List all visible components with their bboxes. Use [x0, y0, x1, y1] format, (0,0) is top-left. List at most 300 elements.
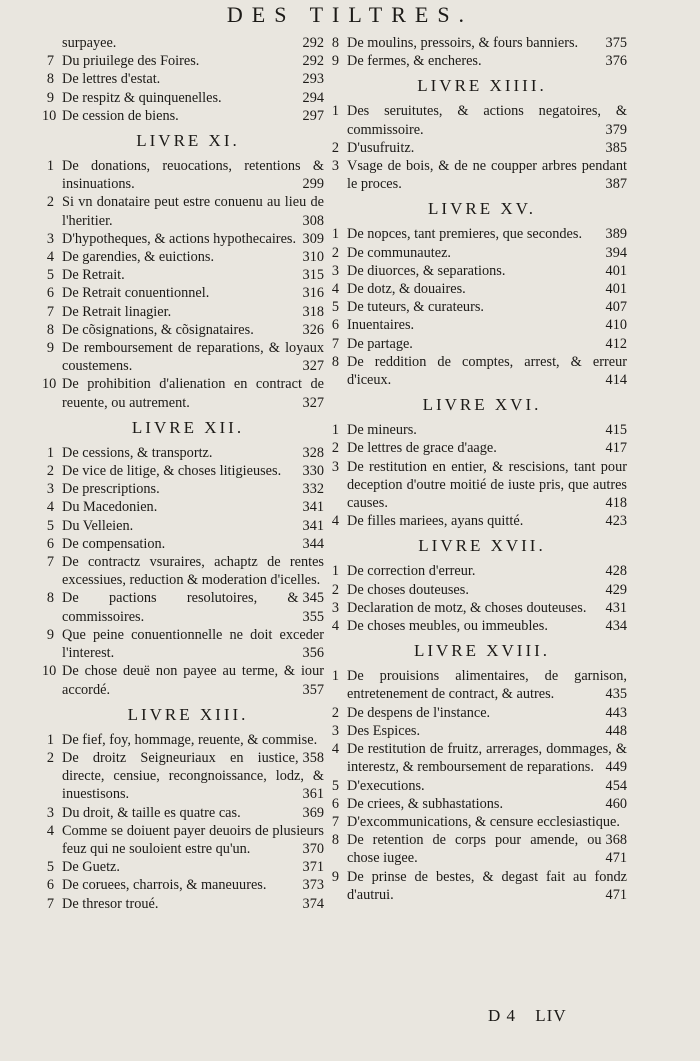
entry-page-number: 299 [302, 176, 324, 193]
entry-title: De tuteurs, & curateurs. [347, 299, 484, 316]
entry-number: 3 [331, 158, 339, 175]
index-entry [331, 667, 627, 703]
entry-title: De remboursement de reparations, & loyaux coustemens. [62, 340, 324, 375]
entry-title-line [52, 107, 324, 125]
entry-title-line [337, 102, 627, 138]
livre-heading: LIVRE XII. [131, 417, 245, 437]
index-entry [46, 895, 324, 913]
index-entry [46, 480, 324, 498]
entry-number: 5 [331, 299, 339, 316]
index-entry [331, 512, 627, 530]
entry-number: 2 [331, 581, 339, 598]
entry-number: 2 [331, 244, 339, 261]
entry-number: 4 [46, 822, 54, 839]
entry-number: 10 [42, 107, 57, 124]
entry-page-number: 471 [605, 850, 627, 867]
entry-title: D'excommunications, & censure ecclesiastique. [347, 813, 620, 830]
entry-page-number: 297 [302, 107, 324, 124]
entry-title: De garendies, & euictions. [62, 249, 215, 266]
entry-number: 10 [42, 376, 57, 393]
entry-page-number: 379 [605, 121, 627, 138]
entry-title-line [337, 722, 627, 740]
entry-number: 10 [42, 663, 57, 680]
entry-number: 7 [46, 303, 54, 320]
entry-page-number: 316 [302, 285, 324, 302]
entry-title-line [337, 280, 627, 298]
entry-page-number: 330 [302, 463, 324, 480]
entry-title: De chose deuë non payee au terme, & iour accordé. [62, 663, 324, 698]
entry-title: De Retrait linagier. [62, 303, 172, 320]
index-entry [46, 462, 324, 480]
entry-title: De thresor troué. [62, 895, 159, 912]
entry-page-number: 356 [302, 645, 324, 662]
entry-title-line [337, 316, 627, 334]
entry-page-number: 373 [302, 877, 324, 894]
entry-title-line [52, 34, 324, 52]
entry-title-line [52, 731, 324, 766]
index-entry [331, 316, 627, 334]
entry-title: De lettres d'estat. [62, 71, 161, 88]
entry-title-line [337, 512, 627, 530]
index-entry [331, 458, 627, 513]
index-entry [331, 813, 627, 849]
index-entry [331, 102, 627, 138]
entry-title: De mineurs. [347, 422, 417, 439]
entry-page-number: 292 [302, 35, 324, 51]
entry-title: De criees, & subhastations. [347, 795, 504, 812]
index-entry [46, 589, 324, 625]
entry-page-number: 412 [605, 335, 627, 352]
index-entry [331, 421, 627, 439]
entry-number: 2 [331, 704, 339, 721]
entry-number: 1 [46, 731, 54, 748]
entry-page-number: 374 [302, 895, 324, 912]
index-entry [46, 498, 324, 516]
index-entry [331, 617, 627, 635]
entry-title: De nopces, tant premieres, que secondes. [347, 226, 583, 243]
entry-page-number: 387 [605, 176, 627, 193]
entry-number: 6 [46, 535, 54, 552]
entry-title-line [337, 225, 627, 243]
entry-title: De restitution en entier, & rescisions, tant pour deception d'outre moitié de iuste pris, que autres causes. [347, 458, 627, 512]
entry-page-number: 344 [302, 535, 324, 552]
index-entry [331, 831, 627, 867]
entry-page-number: 429 [605, 581, 627, 598]
entry-title-line [52, 804, 324, 822]
entry-title: De prescriptions. [62, 481, 160, 498]
entry-number: 8 [46, 590, 54, 607]
index-entry [331, 795, 627, 813]
entry-page-number: 345 [302, 590, 324, 607]
entry-page-number: 431 [605, 599, 627, 616]
entry-title-line [52, 553, 324, 607]
entry-page-number: 326 [302, 321, 324, 338]
livre-heading: LIVRE XVI. [422, 395, 542, 415]
entry-title-line [52, 444, 324, 462]
entry-number: 3 [46, 481, 54, 498]
entry-page-number: 355 [302, 608, 324, 625]
entry-title-line [337, 298, 627, 316]
entry-page-number: 361 [302, 786, 324, 803]
entry-title: Du Velleien. [62, 517, 134, 534]
entry-page-number: 385 [605, 139, 627, 156]
entry-number: 9 [331, 53, 339, 70]
index-entry [46, 266, 324, 284]
entry-number: 9 [331, 868, 339, 885]
entry-number: 2 [46, 463, 54, 480]
index-entry [46, 822, 324, 858]
entry-title: Du priuilege des Foires. [62, 53, 200, 70]
index-entry [331, 335, 627, 353]
entry-number: 2 [331, 440, 339, 457]
entry-title: Que peine conuentionnelle ne doit exceder l'interest. [62, 626, 324, 662]
entry-page-number: 375 [605, 35, 627, 51]
entry-page-number: 394 [605, 244, 627, 261]
entry-title: De Retrait. [62, 267, 125, 284]
entry-number: 1 [46, 444, 54, 461]
entry-page-number: 341 [302, 517, 324, 534]
entry-number: 4 [331, 281, 339, 298]
entry-page-number: 293 [302, 71, 324, 88]
entry-number: 5 [46, 859, 54, 876]
entry-page-number: 407 [605, 299, 627, 316]
entry-title-line [52, 517, 324, 535]
index-entry [331, 244, 627, 262]
entry-title-line [337, 562, 627, 580]
entry-title: De correction d'erreur. [347, 563, 476, 580]
entry-title-line [52, 589, 324, 625]
entry-title-line [52, 895, 324, 913]
entry-number: 1 [331, 563, 339, 580]
entry-title-line [52, 462, 324, 480]
entry-title: Du Macedonien. [62, 499, 158, 516]
entry-title-line [52, 749, 324, 804]
index-entry [42, 375, 324, 411]
entry-title: Vsage de bois, & de ne coupper arbres pendant le proces. [347, 158, 627, 193]
entry-page-number: 410 [605, 317, 627, 334]
entry-title: De vice de litige, & choses litigieuses. [62, 463, 282, 480]
entry-page-number: 389 [605, 226, 627, 243]
index-entry [46, 626, 324, 662]
entry-title-line [337, 439, 627, 457]
entry-title-line [52, 230, 324, 248]
entry-number: 9 [46, 340, 54, 357]
entry-page-number: 401 [605, 281, 627, 298]
entry-title: De communautez. [347, 244, 452, 261]
entry-title: De choses meubles, ou immeubles. [347, 618, 548, 635]
entry-number: 7 [46, 554, 54, 571]
entry-page-number: 417 [605, 440, 627, 457]
entry-number: 1 [331, 226, 339, 243]
index-entry [331, 157, 627, 193]
entry-title-line [337, 581, 627, 599]
index-entry [46, 444, 324, 462]
left-column [42, 34, 324, 913]
entry-title-line [337, 795, 627, 813]
entry-number: 4 [331, 741, 339, 758]
entry-number: 2 [46, 749, 54, 766]
entry-title-line [52, 626, 324, 662]
entry-page-number: 471 [605, 886, 627, 903]
index-entry [331, 562, 627, 580]
entry-page-number: 370 [302, 840, 324, 857]
entry-number: 4 [46, 499, 54, 516]
catchword: LIV [535, 1006, 567, 1025]
entry-title-line [337, 831, 627, 867]
entry-page-number: 443 [605, 704, 627, 721]
entry-title-line [52, 535, 324, 553]
entry-title-line [52, 70, 324, 88]
entry-page-number: 292 [302, 53, 324, 70]
entry-number: 8 [331, 832, 339, 849]
entry-title-line [52, 157, 324, 193]
index-entry [46, 749, 324, 804]
entry-title-line [337, 599, 627, 617]
entry-title: De cõsignations, & cõsignataires. [62, 321, 254, 338]
entry-page-number: 454 [605, 777, 627, 794]
index-entry [331, 868, 627, 904]
index-entry [46, 70, 324, 88]
index-entry [42, 662, 324, 698]
entry-page-number: 318 [302, 303, 324, 320]
entry-page-number: 341 [302, 499, 324, 516]
entry-title: De Retrait conuentionnel. [62, 285, 210, 302]
entry-number: 3 [46, 804, 54, 821]
entry-number: 6 [46, 877, 54, 894]
entry-title: De coruees, charrois, & maneuures. [62, 877, 267, 894]
entry-title: De prinse de bestes, & degast fait au fondz d'autrui. [347, 868, 627, 903]
entry-title-line [337, 704, 627, 722]
index-entry [331, 34, 627, 52]
entry-title: De contractz vsuraires, achaptz de rentes excessiues, reduction & moderation d'icelles. [62, 554, 324, 589]
index-entry [52, 34, 324, 52]
entry-title: De prohibition d'alienation en contract de reuente, ou autrement. [62, 376, 324, 411]
entry-title: Du droit, & taille es quatre cas. [62, 804, 241, 821]
index-entry [331, 262, 627, 280]
entry-title-line [52, 662, 324, 698]
entry-title: De moulins, pressoirs, & fours banniers. [347, 35, 579, 51]
index-entry [46, 876, 324, 894]
entry-title: Des seruitutes, & actions negatoires, & commissoire. [347, 103, 627, 138]
index-entry [46, 804, 324, 822]
entry-page-number: 358 [302, 749, 324, 766]
entry-title: De restitution de fruitz, arrerages, dommages, & interestz, & remboursement de reparations. [347, 741, 627, 776]
entry-number: 1 [331, 103, 339, 120]
entry-page-number: 448 [605, 722, 627, 739]
entry-title-line [52, 498, 324, 516]
entry-page-number: 460 [605, 795, 627, 812]
page-footer [488, 1006, 581, 1026]
index-entry [46, 284, 324, 302]
entry-title: De cession de biens. [62, 107, 179, 124]
entry-page-number: 418 [605, 495, 627, 512]
entry-number: 4 [331, 513, 339, 530]
entry-title-line [52, 52, 324, 70]
livre-heading: LIVRE XVII. [418, 536, 546, 556]
entry-number: 3 [331, 458, 339, 475]
entry-number: 1 [46, 158, 54, 175]
entry-page-number: 423 [605, 513, 627, 530]
entry-title-line [337, 740, 627, 776]
index-entry [331, 740, 627, 776]
entry-title: De fermes, & encheres. [347, 53, 482, 70]
entry-number: 3 [46, 230, 54, 247]
index-entry [331, 353, 627, 389]
entry-title-line [337, 617, 627, 635]
entry-title-line [337, 34, 627, 52]
entry-title: Des Espices. [347, 722, 421, 739]
index-entry [331, 298, 627, 316]
index-entry [46, 193, 324, 229]
livre-heading: LIVRE XIII. [127, 704, 249, 724]
entry-page-number: 401 [605, 262, 627, 279]
index-entry [46, 89, 324, 107]
entry-title-line [52, 266, 324, 284]
entry-number: 6 [331, 795, 339, 812]
entry-number: 7 [331, 335, 339, 352]
entry-number: 8 [46, 321, 54, 338]
entry-number: 5 [331, 777, 339, 794]
entry-number: 4 [331, 618, 339, 635]
index-entry [46, 517, 324, 535]
entry-page-number: 327 [302, 394, 324, 411]
index-entry [46, 303, 324, 321]
entry-page-number: 315 [302, 267, 324, 284]
entry-title-line [52, 284, 324, 302]
entry-title-line [52, 248, 324, 266]
entry-number: 2 [331, 139, 339, 156]
entry-title: De donations, reuocations, retentions & insinuations. [62, 158, 324, 193]
entry-page-number: 415 [605, 422, 627, 439]
entry-number: 3 [331, 262, 339, 279]
index-entry [46, 321, 324, 339]
entry-title: surpayee. [62, 35, 117, 51]
entry-title-line [337, 244, 627, 262]
entry-title: De filles mariees, ayans quitté. [347, 513, 524, 530]
entry-number: 1 [331, 668, 339, 685]
entry-number: 5 [46, 267, 54, 284]
entry-title: De despens de l'instance. [347, 704, 491, 721]
index-entry [46, 858, 324, 876]
index-entry [331, 599, 627, 617]
signature-mark: D 4 [488, 1006, 517, 1025]
entry-title-line [52, 375, 324, 411]
right-column [331, 34, 627, 904]
entry-number: 6 [331, 317, 339, 334]
entry-title-line [52, 858, 324, 876]
livre-heading: LIVRE XVIII. [413, 641, 551, 661]
entry-title-line [52, 339, 324, 375]
entry-number: 2 [46, 194, 54, 211]
entry-title-line [337, 262, 627, 280]
entry-number: 7 [46, 895, 54, 912]
entry-page-number: 371 [302, 859, 324, 876]
entry-title-line [52, 193, 324, 229]
entry-number: 7 [46, 53, 54, 70]
running-header: DES TILTRES. [226, 2, 474, 27]
index-entry [46, 339, 324, 375]
entry-title-line [337, 353, 627, 389]
entry-title-line [337, 157, 627, 193]
entry-number: 3 [331, 599, 339, 616]
entry-number: 6 [46, 285, 54, 302]
livre-heading: LIVRE XI. [136, 131, 240, 151]
entry-number: 8 [331, 353, 339, 370]
livre-heading: LIVRE XIIII. [417, 76, 547, 96]
entry-page-number: 369 [302, 804, 324, 821]
entry-title: De cessions, & transportz. [62, 444, 213, 461]
entry-number: 5 [46, 517, 54, 534]
index-entry [331, 225, 627, 243]
entry-number: 1 [331, 422, 339, 439]
entry-title: De prouisions alimentaires, de garnison, entretenement de contract, & autres. [347, 668, 627, 703]
entry-title: De droitz Seigneuriaux en iustice, directe, censiue, recongnoissance, lodz, & inuestisons. [62, 749, 324, 803]
index-entry [46, 731, 324, 766]
entry-page-number: 357 [302, 681, 324, 698]
index-entry [331, 722, 627, 740]
entry-title: Si vn donataire peut estre conuenu au lieu de l'heritier. [62, 194, 324, 229]
entry-page-number: 414 [605, 372, 627, 389]
entry-title: De lettres de grace d'aage. [347, 440, 497, 457]
entry-title-line [337, 458, 627, 513]
entry-page-number: 308 [302, 212, 324, 229]
index-entry [331, 52, 627, 70]
entry-number: 9 [46, 89, 54, 106]
entry-page-number: 309 [302, 230, 324, 247]
index-entry [331, 704, 627, 722]
entry-number: 7 [331, 813, 339, 830]
entry-page-number: 294 [302, 89, 324, 106]
entry-title: De pactions resolutoires, & commissoires. [62, 590, 299, 625]
entry-page-number: 449 [605, 759, 627, 776]
entry-page-number: 376 [605, 53, 627, 70]
index-entry [46, 553, 324, 607]
entry-title-line [337, 52, 627, 70]
entry-title: D'usufruitz. [347, 139, 415, 156]
entry-title-line [337, 667, 627, 703]
entry-page-number: 428 [605, 563, 627, 580]
entry-page-number: 332 [302, 481, 324, 498]
entry-title: Inuentaires. [347, 317, 415, 334]
entry-title: D'executions. [347, 777, 425, 794]
entry-title-line [52, 822, 324, 858]
entry-title: De choses douteuses. [347, 581, 469, 598]
index-entry [46, 230, 324, 248]
entry-title-line [52, 876, 324, 894]
entry-title: De compensation. [62, 535, 166, 552]
entry-title-line [52, 480, 324, 498]
entry-title-line [337, 335, 627, 353]
entry-title-line [52, 89, 324, 107]
index-entry [331, 439, 627, 457]
entry-page-number: 368 [605, 832, 627, 849]
entry-title: De dotz, & douaires. [347, 281, 466, 298]
entry-title: Declaration de motz, & choses douteuses. [347, 599, 587, 616]
entry-title: De Guetz. [62, 859, 120, 876]
entry-title: De diuorces, & separations. [347, 262, 506, 279]
index-entry [42, 107, 324, 125]
entry-title: De fief, foy, hommage, reuente, & commise. [62, 731, 318, 748]
entry-title-line [337, 777, 627, 795]
entry-page-number: 434 [605, 618, 627, 635]
entry-title-line [52, 321, 324, 339]
entry-title: De reddition de comptes, arrest, & erreur d'iceux. [347, 353, 627, 389]
index-entry [331, 139, 627, 157]
entry-title-line [337, 868, 627, 904]
entry-number: 8 [331, 35, 339, 51]
entry-page-number: 327 [302, 358, 324, 375]
entry-title-line [337, 421, 627, 439]
